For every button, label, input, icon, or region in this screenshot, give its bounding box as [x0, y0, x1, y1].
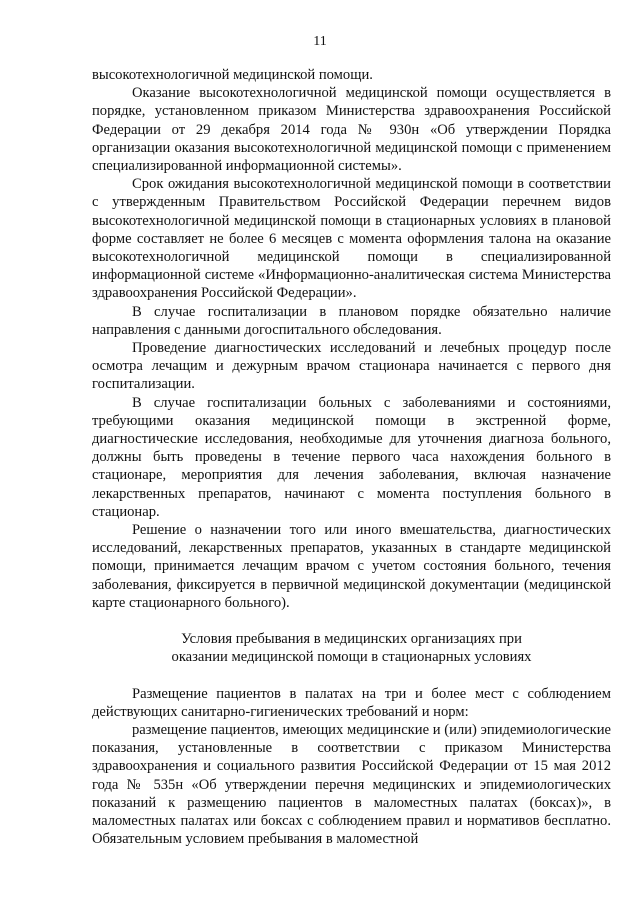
page-number: 11	[313, 34, 327, 49]
document-body	[92, 66, 611, 848]
paragraph: высокотехнологичной медицинской помощи.	[92, 67, 373, 83]
section-heading	[92, 630, 611, 666]
section-heading-line: Условия пребывания в медицинских организациях при	[181, 631, 522, 648]
paragraph: В случае госпитализации в плановом порядке обязательно наличие направления с данными догоспитального обследования.	[92, 303, 611, 338]
paragraph: Срок ожидания высокотехнологичной медицинской помощи в соответствии с утвержденным Правительством Российской Федерации перечнем видов высокотехнологичной медицинской помощи в стационарных условиях в плановой форме составляет не более 6 месяцев с момента оформления талона на оказание высокотехнологичной медицинской помощи в специализированной информационной системе «Информационно-аналитическая система Министерства здравоохранения Российской Федерации».	[92, 176, 611, 302]
paragraph: Решение о назначении того или иного вмешательства, диагностических исследований, лекарственных препаратов, указанных в стандарте медицинской помощи, принимается лечащим врачом с учетом состояния больного, течения заболевания, фиксируется в первичной медицинской документации (медицинской карте стационарного больного).	[92, 522, 611, 611]
paragraph: размещение пациентов, имеющих медицинские и (или) эпидемиологические показания, установленные в соответствии с приказом Министерства здравоохранения и социального развития Российской Федерации от 15 мая 2012 года № 535н «Об утверждении перечня медицинских и эпидемиологических показаний к размещению пациентов в маломестных палатах (боксах)», в маломестных палатах или боксах с соблюдением правил и нормативов бесплатно. Обязательным условием пребывания в маломестной	[92, 721, 611, 848]
paragraph: В случае госпитализации больных с заболеваниями и состояниями, требующими оказания медицинской помощи в экстренной форме, диагностические исследования, необходимые для уточнения диагноза больного, должны быть проведены в течение первого часа нахождения больного в стационаре, мероприятия для лечения заболевания, включая назначение лекарственных препаратов, начинают с момента поступления больного в стационар.	[92, 394, 611, 520]
section-heading-line: оказании медицинской помощи в стационарных условиях	[171, 649, 532, 666]
paragraph: Проведение диагностических исследований и лечебных процедур после осмотра лечащим и дежурным врачом стационара начинается с первого дня госпитализации.	[92, 340, 611, 393]
paragraph: Оказание высокотехнологичной медицинской помощи осуществляется в порядке, установленном приказом Министерства здравоохранения Российской Федерации от 29 декабря 2014 года № 930н «Об утверждении Порядка организации оказания высокотехнологичной медицинской помощи с применением специализированной информационной системы».	[92, 85, 611, 175]
paragraph: Размещение пациентов в палатах на три и более мест с соблюдением действующих санитарно-гигиенических требований и норм:	[92, 685, 611, 720]
